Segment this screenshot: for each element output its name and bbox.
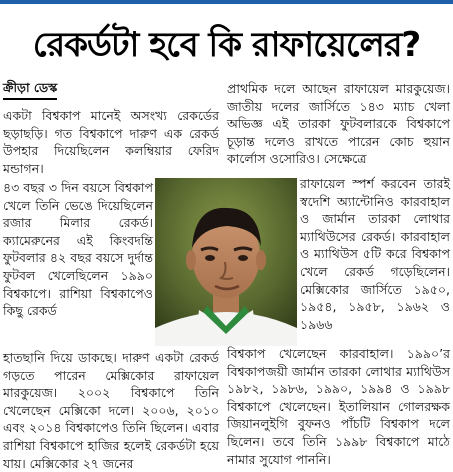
left-column-top-paragraph: একটা বিশ্বকাপ মানেই অসংখ্য রেকর্ডের ছড়াছড়ি। গত বিশ্বকাপে দারুণ এক রেকর্ড উপহার দিয়েছিলেন কলম্বিয়ার ফেরিদ মন্ডাগন।	[3, 108, 219, 176]
player-photo	[155, 178, 297, 346]
player-portrait-illustration	[155, 178, 297, 346]
right-column-top-paragraph: প্রাথমিক দলে আছেন রাফায়েল মারকুয়েজ। জাতীয় দলের জার্সিতে ১৪৩ ম্যাচ খেলা অভিজ্ঞ এই তারকা ফুটবলারকে বিশ্বকাপে চূড়ান্ত দলেও রাখতে পারেন কোচ হুয়ান কার্লোস ওসোরিও। সেক্ষেত্রে	[227, 81, 450, 167]
right-column-wrap-paragraph: রাফায়েল স্পর্শ করবেন তারই স্বদেশি অ্যান্টোনিও কারবাহাল ও জার্মান তারকা লোথার ম্যাথিউসের রেকর্ড। কারবাহাল ও ম্যাথিউস ৫টি করে বিশ্বকাপ খেলে রেকর্ড গড়েছিলেন। মেক্সিকোর জার্সিতে ১৯৫০, ১৯৫৪, ১৯৫৮, ১৯৬২ ও ১৯৬৬	[300, 176, 450, 332]
right-column-bottom-paragraph: বিশ্বকাপ খেলেছেন কারবাহাল। ১৯৯০’র বিশ্বকাপজয়ী জার্মান তারকা লোথার ম্যাথিউস ১৯৮২, ১৯৮৬, ১৯৯০, ১৯৯৪ ও ১৯৯৮ বিশ্বকাপে খেলেছেন। ইতালিয়ান গোলরক্ষক জিয়ানলুইগি বুফনও পাঁচটি বিশ্বকাপ দলে ছিলেন। তবে তিনি ১৯৯৮ বিশ্বকাপে মাঠে নামার সুযোগ পাননি।	[227, 346, 450, 467]
byline: ক্রীড়া ডেস্ক	[3, 80, 57, 100]
left-column-wrap-paragraph: ৪৩ বছর ৩ দিন বয়সে বিশ্বকাপ খেলে তিনি ভেঙে দিয়েছিলেন রজার মিলার রেকর্ড। ক্যামেরুনের এই কিংবদন্তি ফুটবলার ৪২ বছর বয়সে দুর্দান্ত ফুটবল খেলেছিলেন ১৯৯০ বিশ্বকাপে। রাশিয়া বিশ্বকাপেও কিছু রেকর্ড	[3, 180, 153, 319]
top-color-rule	[0, 0, 453, 4]
left-column-bottom-paragraph: হাতছানি দিয়ে ডাকছে। দারুণ একটা রেকর্ড গড়তে পারেন মেক্সিকোর রাফায়েল মারকুয়েজ। ২০০২ বিশ্বকাপে তিনি খেলেছেন মেক্সিকো দলে। ২০০৬, ২০১০ এবং ২০১৪ বিশ্বকাপেও তিনি ছিলেন। এবার রাশিয়া বিশ্বকাপে হাজির হলেই রেকর্ডটা হয়ে যায়। মেক্সিকোর ২৭ জনের	[3, 350, 219, 471]
headline: রেকর্ডটা হবে কি রাফায়েলের?	[32, 25, 421, 65]
